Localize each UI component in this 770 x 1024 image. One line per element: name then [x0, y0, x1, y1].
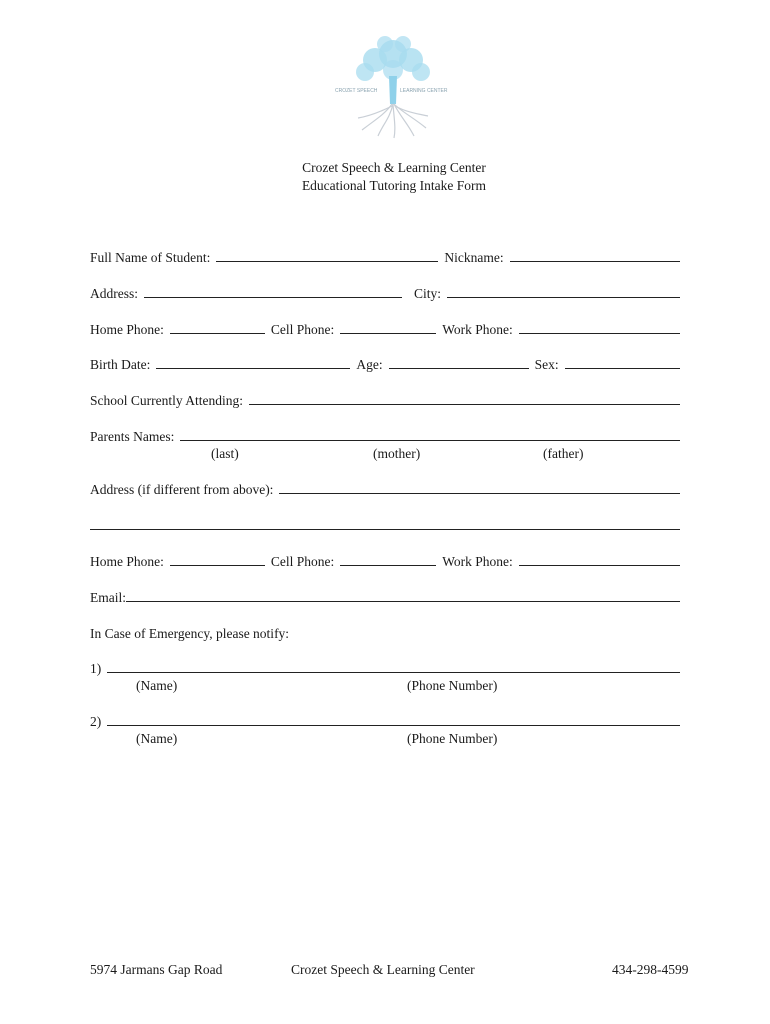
tree-logo [330, 32, 456, 140]
emergency-label: In Case of Emergency, please notify: [90, 626, 290, 641]
emergency-1-label: 1) [90, 661, 102, 676]
nickname-label: Nickname: [444, 250, 504, 265]
footer-phone: 434-298-4599 [612, 962, 689, 977]
address-alt-field-line-2[interactable] [90, 528, 680, 530]
row-emergency-2 [90, 712, 680, 730]
birth-date-label: Birth Date: [90, 357, 151, 372]
row-address-alt [90, 480, 680, 498]
parents-last-caption: (last) [211, 446, 239, 461]
row-school [90, 391, 680, 409]
home-phone-label: Home Phone: [90, 322, 164, 337]
footer-address: 5974 Jarmans Gap Road [90, 962, 223, 977]
row-birth [90, 355, 680, 373]
work-phone-2-field[interactable] [519, 564, 680, 566]
emergency-2-field[interactable] [107, 724, 680, 726]
email-field[interactable] [126, 600, 680, 602]
nickname-field[interactable] [510, 260, 680, 262]
form-title: Crozet Speech & Learning Center [302, 160, 486, 175]
tree-roots [358, 104, 428, 138]
row-email [90, 588, 680, 606]
birth-date-field[interactable] [156, 367, 350, 369]
address-alt-label: Address (if different from above): [90, 482, 274, 497]
row-phones [90, 320, 680, 338]
age-label: Age: [356, 357, 383, 372]
row-phones-2 [90, 552, 680, 570]
full-name-label: Full Name of Student: [90, 250, 211, 265]
emergency-2-name-caption: (Name) [136, 731, 178, 746]
tree-canopy [356, 36, 430, 81]
city-label: City: [414, 286, 442, 301]
address-alt-field[interactable] [279, 492, 680, 494]
parents-father-caption: (father) [543, 446, 584, 461]
school-label: School Currently Attending: [90, 393, 243, 408]
parents-names-label: Parents Names: [90, 429, 175, 444]
footer-center-name: Crozet Speech & Learning Center [291, 962, 475, 977]
home-phone-field[interactable] [170, 332, 265, 334]
row-address-alt-2 [90, 516, 680, 534]
row-emergency-heading [90, 624, 680, 642]
row-emergency-1 [90, 659, 680, 677]
emergency-1-phone-caption: (Phone Number) [407, 678, 498, 693]
row-parents [90, 427, 680, 445]
age-field[interactable] [389, 367, 529, 369]
row-address [90, 284, 680, 302]
logo-text-right: LEARNING CENTER [400, 88, 448, 94]
emergency-1-name-caption: (Name) [136, 678, 178, 693]
work-phone-field[interactable] [519, 332, 680, 334]
full-name-field[interactable] [216, 260, 438, 262]
tree-trunk [389, 76, 397, 104]
parents-mother-caption: (mother) [373, 446, 421, 461]
sex-label: Sex: [534, 357, 559, 372]
school-field[interactable] [249, 403, 680, 405]
row-name [90, 248, 680, 266]
emergency-2-phone-caption: (Phone Number) [407, 731, 498, 746]
form-subtitle: Educational Tutoring Intake Form [301, 178, 487, 193]
work-phone-2-label: Work Phone: [442, 554, 513, 569]
cell-phone-field[interactable] [340, 332, 436, 334]
sex-field[interactable] [565, 367, 680, 369]
cell-phone-2-field[interactable] [340, 564, 436, 566]
address-field[interactable] [144, 296, 402, 298]
cell-phone-label: Cell Phone: [270, 322, 335, 337]
logo-text-left: CROZET SPEECH [335, 88, 378, 94]
address-label: Address: [90, 286, 138, 301]
work-phone-label: Work Phone: [442, 322, 513, 337]
home-phone-2-field[interactable] [170, 564, 265, 566]
parents-names-field[interactable] [180, 439, 680, 441]
home-phone-2-label: Home Phone: [90, 554, 164, 569]
city-field[interactable] [447, 296, 680, 298]
emergency-1-field[interactable] [107, 671, 680, 673]
cell-phone-2-label: Cell Phone: [270, 554, 335, 569]
email-label: Email: [90, 590, 126, 605]
emergency-2-label: 2) [90, 714, 102, 729]
